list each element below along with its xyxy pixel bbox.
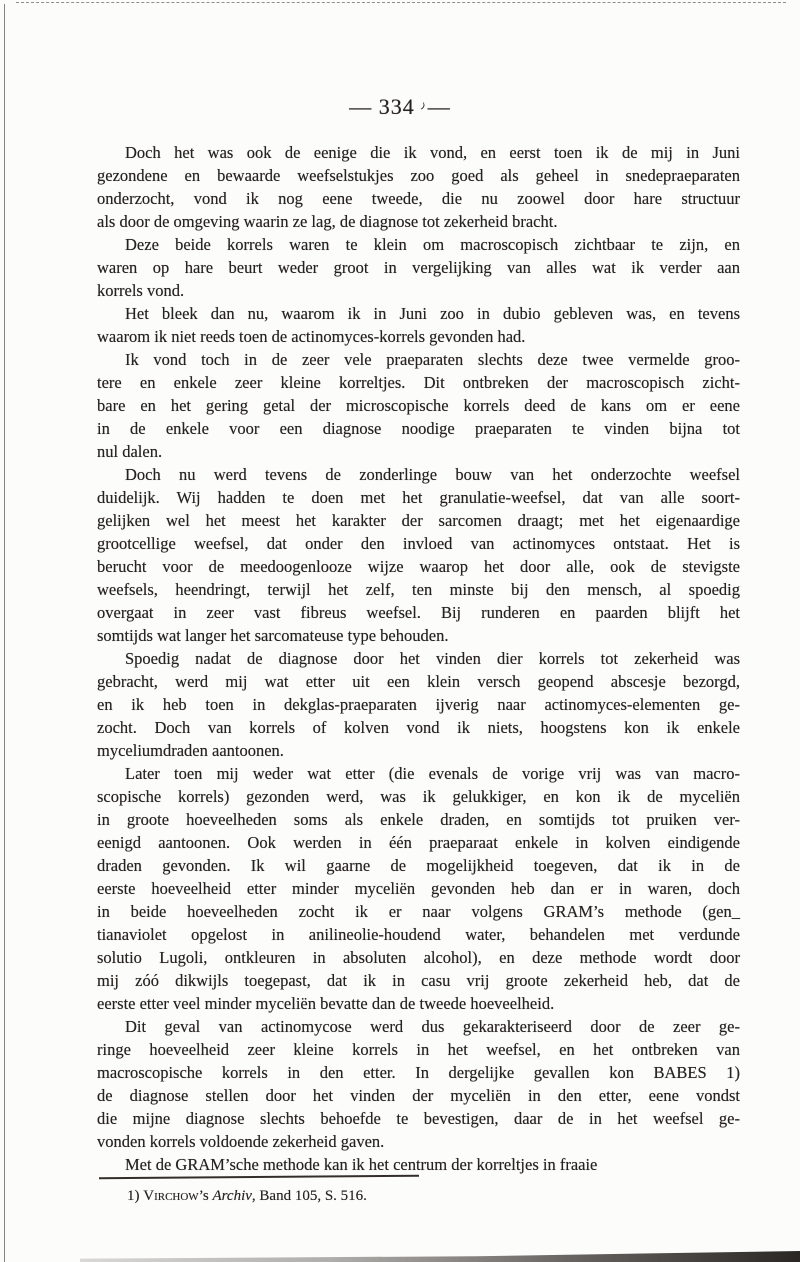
- text-line: somtijds wat langer het sarcomateuse type behouden.: [97, 626, 449, 645]
- text-line: als door de omgeving waarin ze lag, de diagnose tot zekerheid bracht.: [97, 212, 558, 231]
- text-line: die mijne diagnose slechts behoefde te bevestigen, daar de in het weefsel ge-: [97, 1109, 740, 1128]
- text-line: eerste hoeveelheid etter minder myceliën gevonden heb dan er in waren, doch: [97, 879, 740, 898]
- text-line: grootcellige weefsel, dat onder den invloed van actinomyces ontstaat. Het is: [97, 534, 740, 553]
- scan-artifact-bottom-edge: [80, 1250, 800, 1262]
- text-line: gebracht, werd mij wat etter uit een klein versch geopend abscesje bezorgd,: [97, 672, 740, 691]
- footnote-author: Virchow: [143, 1188, 199, 1204]
- text-line: onderzocht, vond ik nog eene tweede, die nu zoowel door hare structuur: [97, 189, 740, 208]
- text-line: ringe hoeveelheid zeer kleine korrels in het weefsel, en het ontbreken van: [97, 1040, 740, 1059]
- text-line: berucht voor de meedoogenlooze wijze waarop het door alle, ook de stevigste: [97, 557, 740, 576]
- paragraph: [97, 1153, 740, 1176]
- text-line: zocht. Doch van korrels of kolven vond ik niets, hoogstens kon ik enkele: [97, 718, 740, 737]
- text-line: en ik heb toen in dekglas-praeparaten ijverig naar actinomyces-elementen ge-: [97, 695, 740, 714]
- text-line: weefsels, heendringt, terwijl het zelf, ten minste bij den mensch, al spoedig: [97, 580, 740, 599]
- text-line: macroscopische korrels in den etter. In dergelijke gevallen kon BABES 1): [97, 1063, 740, 1082]
- text-line: korrels vond.: [97, 281, 185, 300]
- paragraph: [97, 647, 740, 762]
- text-line: gezondene en bewaarde weefselstukjes zoo goed als geheel in snedepraeparaten: [97, 166, 740, 185]
- text-line: tere en enkele zeer kleine korreltjes. Dit ontbreken der macroscopisch zicht-: [97, 373, 740, 392]
- text-line: overgaat in zeer vast fibreus weefsel. Bij runderen en paarden blijft het: [97, 603, 740, 622]
- footnote-author-suffix: ’s: [198, 1188, 213, 1204]
- text-line: Het bleek dan nu, waarom ik in Juni zoo in dubio gebleven was, en tevens: [125, 304, 740, 323]
- text-line: Ik vond toch in de zeer vele praeparaten slechts deze twee vermelde groo-: [125, 350, 740, 369]
- paragraph: [97, 141, 740, 233]
- text-line: gelijken wel het meest het karakter der sarcomen draagt; met het eigenaardige: [97, 511, 740, 530]
- body-text: [97, 141, 740, 1176]
- text-line: Deze beide korrels waren te klein om macroscopisch zichtbaar te zijn, en: [125, 235, 740, 254]
- footnote-marker: 1): [127, 1188, 144, 1204]
- text-line: Met de GRAM’sche methode kan ik het centrum der korreltjes in fraaie: [125, 1155, 598, 1174]
- text-line: Spoedig nadat de diagnose door het vinden dier korrels tot zekerheid was: [125, 649, 740, 668]
- text-line: Doch nu werd tevens de zonderlinge bouw van het onderzochte weefsel: [125, 465, 740, 484]
- page-header: [0, 94, 800, 120]
- text-line: myceliumdraden aantoonen.: [97, 741, 284, 760]
- page-number-dash: —: [427, 94, 451, 119]
- paragraph: [97, 1015, 740, 1153]
- text-line: draden gevonden. Ik wil gaarne de mogelijkheid toegeven, dat ik in de: [97, 856, 740, 875]
- paragraph: [97, 233, 740, 302]
- paragraph: [97, 302, 740, 348]
- text-line: vonden korrels voldoende zekerheid gaven.: [97, 1132, 385, 1151]
- text-line: waarom ik niet reeds toen de actinomyces-korrels gevonden had.: [97, 327, 526, 346]
- text-line: mij zóó dikwijls toegepast, dat ik in casu vrij groote zekerheid heb, dat de: [97, 971, 740, 990]
- page-number: — 334: [349, 94, 415, 119]
- text-line: eenigd aantoonen. Ook werden in één praeparaat enkele in kolven eindigende: [97, 833, 740, 852]
- print-artifact-mark: [420, 103, 426, 112]
- text-line: bare en het gering getal der microscopische korrels deed de kans om er eene: [97, 396, 740, 415]
- text-line: scopische korrels) gezonden werd, was ik gelukkiger, en kon ik de myceliën: [97, 787, 740, 806]
- paragraph: [97, 762, 740, 1015]
- text-line: in beide hoeveelheden zocht ik er naar volgens GRAM’s methode (gen_: [97, 902, 740, 921]
- paragraph: [97, 348, 740, 463]
- text-line: waren op hare beurt weder groot in vergelijking van alles wat ik verder aan: [97, 258, 740, 277]
- text-line: nul dalen.: [97, 442, 163, 461]
- text-line: solutio Lugoli, ontkleuren in absoluten alcohol), en deze methode wordt door: [97, 948, 740, 967]
- footnote-work-title: Archiv: [212, 1188, 252, 1204]
- text-line: Doch het was ook de eenige die ik vond, en eerst toen ik de mij in Juni: [125, 143, 740, 162]
- footnote: [97, 1186, 740, 1207]
- text-line: Dit geval van actinomycose werd dus gekarakteriseerd door de zeer ge-: [125, 1017, 740, 1036]
- footnote-reference-detail: , Band 105, S. 516.: [251, 1188, 367, 1204]
- text-line: in groote hoeveelheden soms als enkele draden, en somtijds tot pruiken ver-: [97, 810, 740, 829]
- text-line: de diagnose stellen door het vinden der myceliën in den etter, eene vondst: [97, 1086, 740, 1105]
- text-line: tianaviolet opgelost in anilineolie-houdend water, behandelen met verdunde: [97, 925, 740, 944]
- text-line: in de enkele voor een diagnose noodige praeparaten te vinden bijna tot: [97, 419, 740, 438]
- text-line: Later toen mij weder wat etter (die evenals de vorige vrij was van macro-: [125, 764, 740, 783]
- text-line: eerste etter veel minder myceliën bevatte dan de tweede hoeveelheid.: [97, 994, 555, 1013]
- text-line: duidelijk. Wij hadden te doen met het granulatie-weefsel, dat van alle soort-: [97, 488, 740, 507]
- scan-artifact-top-edge: [16, 2, 786, 3]
- paragraph: [97, 463, 740, 647]
- scan-artifact-left-edge: [4, 4, 5, 1262]
